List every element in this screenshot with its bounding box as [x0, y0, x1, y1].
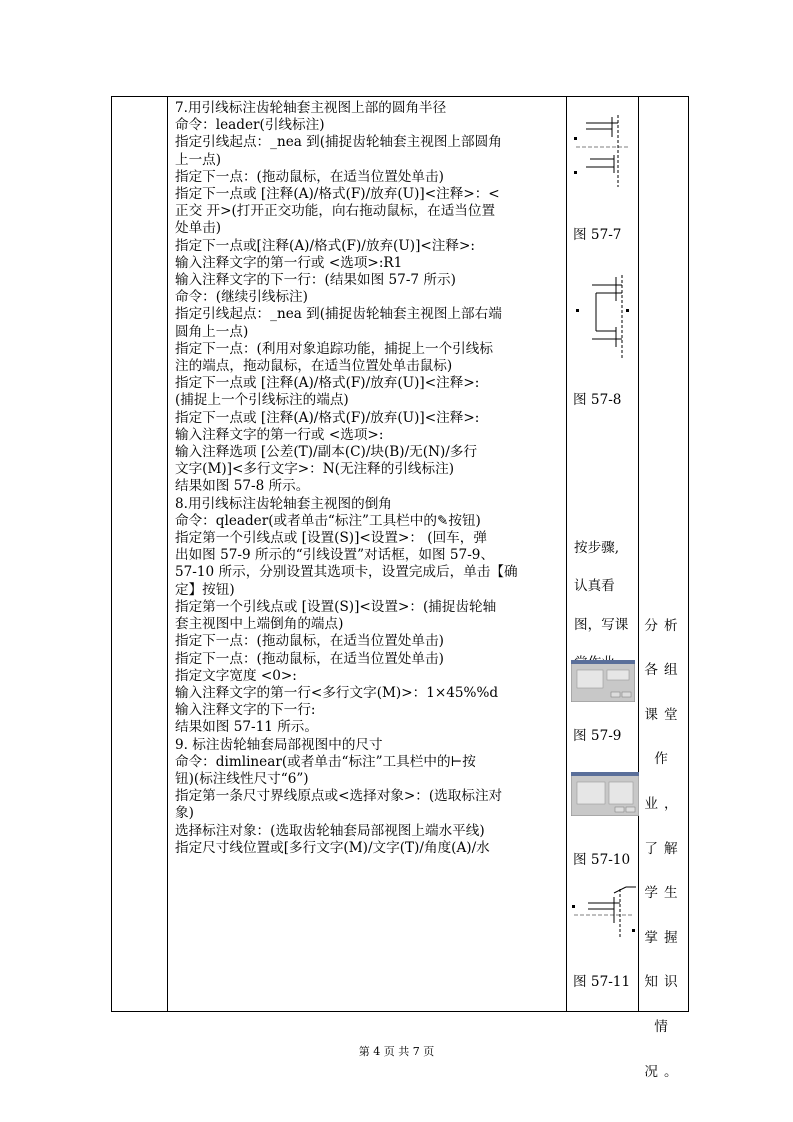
figure-57-8-image — [572, 267, 632, 363]
figure-57-10-caption: 图 57-10 — [573, 852, 631, 868]
analysis-line: 课堂 — [644, 706, 684, 723]
text-line: 输入注释文字的下一行：(结果如图 57-7 所示) — [175, 272, 456, 289]
text-line: 7.用引线标注齿轮轴套主视图上部的圆角半径 — [175, 100, 447, 116]
text-line: 结果如图 57-11 所示。 — [175, 719, 318, 736]
figure-57-9-image — [571, 660, 635, 702]
text-line: 定】按钮) — [175, 581, 235, 598]
text-line: 选择标注对象：(选取齿轮轴套局部视图上端水平线) — [175, 822, 485, 839]
procedure-text — [175, 100, 567, 857]
text-line: 套主视图中上端倒角的端点) — [175, 616, 344, 633]
analysis-line: 分析 — [644, 617, 684, 634]
figure-57-7-image — [572, 107, 632, 191]
text-line: 钮)(标注线性尺寸“6”) — [175, 770, 309, 787]
text-line: 指定尺寸线位置或[多行文字(M)/文字(T)/角度(A)/水 — [175, 839, 490, 856]
text-line: 出如图 57-9 所示的“引线设置”对话框，如图 57-9、 — [175, 547, 495, 564]
text-line: 命令：(继续引线标注) — [175, 289, 308, 306]
text-line: 输入注释文字的第一行或 <选项>: — [175, 426, 384, 443]
text-line: 输入注释文字的下一行: — [175, 702, 316, 719]
text-line: 指定下一点或 [注释(A)/格式(F)/放弃(U)]<注释>: — [175, 409, 480, 426]
text-line: 指定引线起点：_nea 到(捕捉齿轮轴套主视图上部右端 — [175, 306, 502, 323]
text-line: 输入注释文字的第一行或 <选项>:R1 — [175, 254, 403, 271]
text-line: 指定下一点或 [注释(A)/格式(F)/放弃(U)]<注释>：< — [175, 186, 500, 203]
text-line: 指定下一点或 [注释(A)/格式(F)/放弃(U)]<注释>: — [175, 375, 480, 392]
text-line: 57-10 所示，分别设置其选项卡，设置完成后，单击【确 — [175, 564, 518, 581]
text-line: 指定第一个引线点或 [设置(S)]<设置>： (回车，弹 — [175, 530, 487, 547]
text-line: 指定引线起点：_nea 到(捕捉齿轮轴套主视图上部圆角 — [175, 134, 502, 151]
text-line: 指定文字宽度 <0>: — [175, 667, 297, 684]
analysis-line: 学生 — [644, 885, 684, 902]
text-line: 指定下一点：(拖动鼠标，在适当位置处单击) — [175, 633, 444, 650]
text-line: 输入注释选项 [公差(T)/副本(C)/块(B)/无(N)/多行 — [175, 444, 478, 461]
analysis-line: 各组 — [644, 662, 684, 679]
text-line: 指定下一点：(拖动鼠标，在适当位置处单击) — [175, 650, 444, 667]
analysis-line: 业， — [644, 795, 684, 812]
text-line: (捕捉上一个引线标注的端点) — [175, 392, 349, 409]
text-line: 指定下一点或[注释(A)/格式(F)/放弃(U)]<注释>: — [175, 237, 475, 254]
text-line: 结果如图 57-8 所示。 — [175, 478, 310, 495]
text-line: 指定下一点：(利用对象追踪功能，捕捉上一个引线标 — [175, 340, 493, 357]
figure-57-10-image — [571, 772, 639, 816]
text-line: 正交 开>(打开正交功能，向右拖动鼠标，在适当位置 — [175, 203, 496, 220]
text-line: 输入注释文字的第一行<多行文字(M)>：1×45%%d — [175, 684, 499, 701]
text-line: 命令：dimlinear(或者单击“标注”工具栏中的⊢按 — [175, 753, 476, 770]
figure-57-11-caption: 图 57-11 — [573, 974, 631, 990]
text-line: 文字(M)]<多行文字>：N(无注释的引线标注) — [175, 461, 455, 478]
analysis-line: 况。 — [644, 1063, 684, 1080]
note-line: 按步骤, — [574, 539, 620, 556]
text-line: 处单击) — [175, 220, 222, 237]
text-line: 9. 标注齿轮轴套局部视图中的尺寸 — [175, 736, 383, 753]
figure-57-8-caption: 图 57-8 — [573, 392, 622, 408]
note-line: 认真看 — [574, 578, 615, 595]
analysis-line: 了解 — [644, 840, 684, 857]
text-line: 指定下一点：(拖动鼠标，在适当位置处单击) — [175, 168, 444, 185]
text-line: 象) — [175, 805, 194, 822]
text-line: 8.用引线标注齿轮轴套主视图的倒角 — [175, 495, 392, 512]
column-divider — [167, 97, 168, 1011]
text-line: 上一点) — [175, 151, 222, 168]
page-footer: 第 4 页 共 7 页 — [358, 1045, 435, 1058]
text-line: 注的端点，拖动鼠标，在适当位置处单击鼠标) — [175, 358, 453, 375]
text-line: 指定第一个引线点或 [设置(S)]<设置>：(捕捉齿轮轴 — [175, 598, 497, 615]
text-line: 圆角上一点) — [175, 323, 249, 340]
analysis-line: 情 — [654, 1018, 674, 1035]
analysis-line: 作 — [654, 751, 674, 768]
figure-57-11-image — [570, 883, 640, 943]
text-line: 指定第一条尺寸界线原点或<选择对象>：(选取标注对 — [175, 788, 503, 805]
text-line: 命令：qleader(或者单击“标注”工具栏中的✎按钮) — [175, 512, 481, 529]
figure-57-9-caption: 图 57-9 — [573, 728, 622, 744]
analysis-text — [640, 597, 688, 1101]
analysis-line: 掌握 — [644, 929, 684, 946]
figure-57-7-caption: 图 57-7 — [573, 227, 622, 243]
text-line: 命令：leader(引线标注) — [175, 117, 325, 134]
analysis-line: 知识 — [644, 974, 684, 991]
note-line: 图，写课 — [574, 616, 629, 633]
